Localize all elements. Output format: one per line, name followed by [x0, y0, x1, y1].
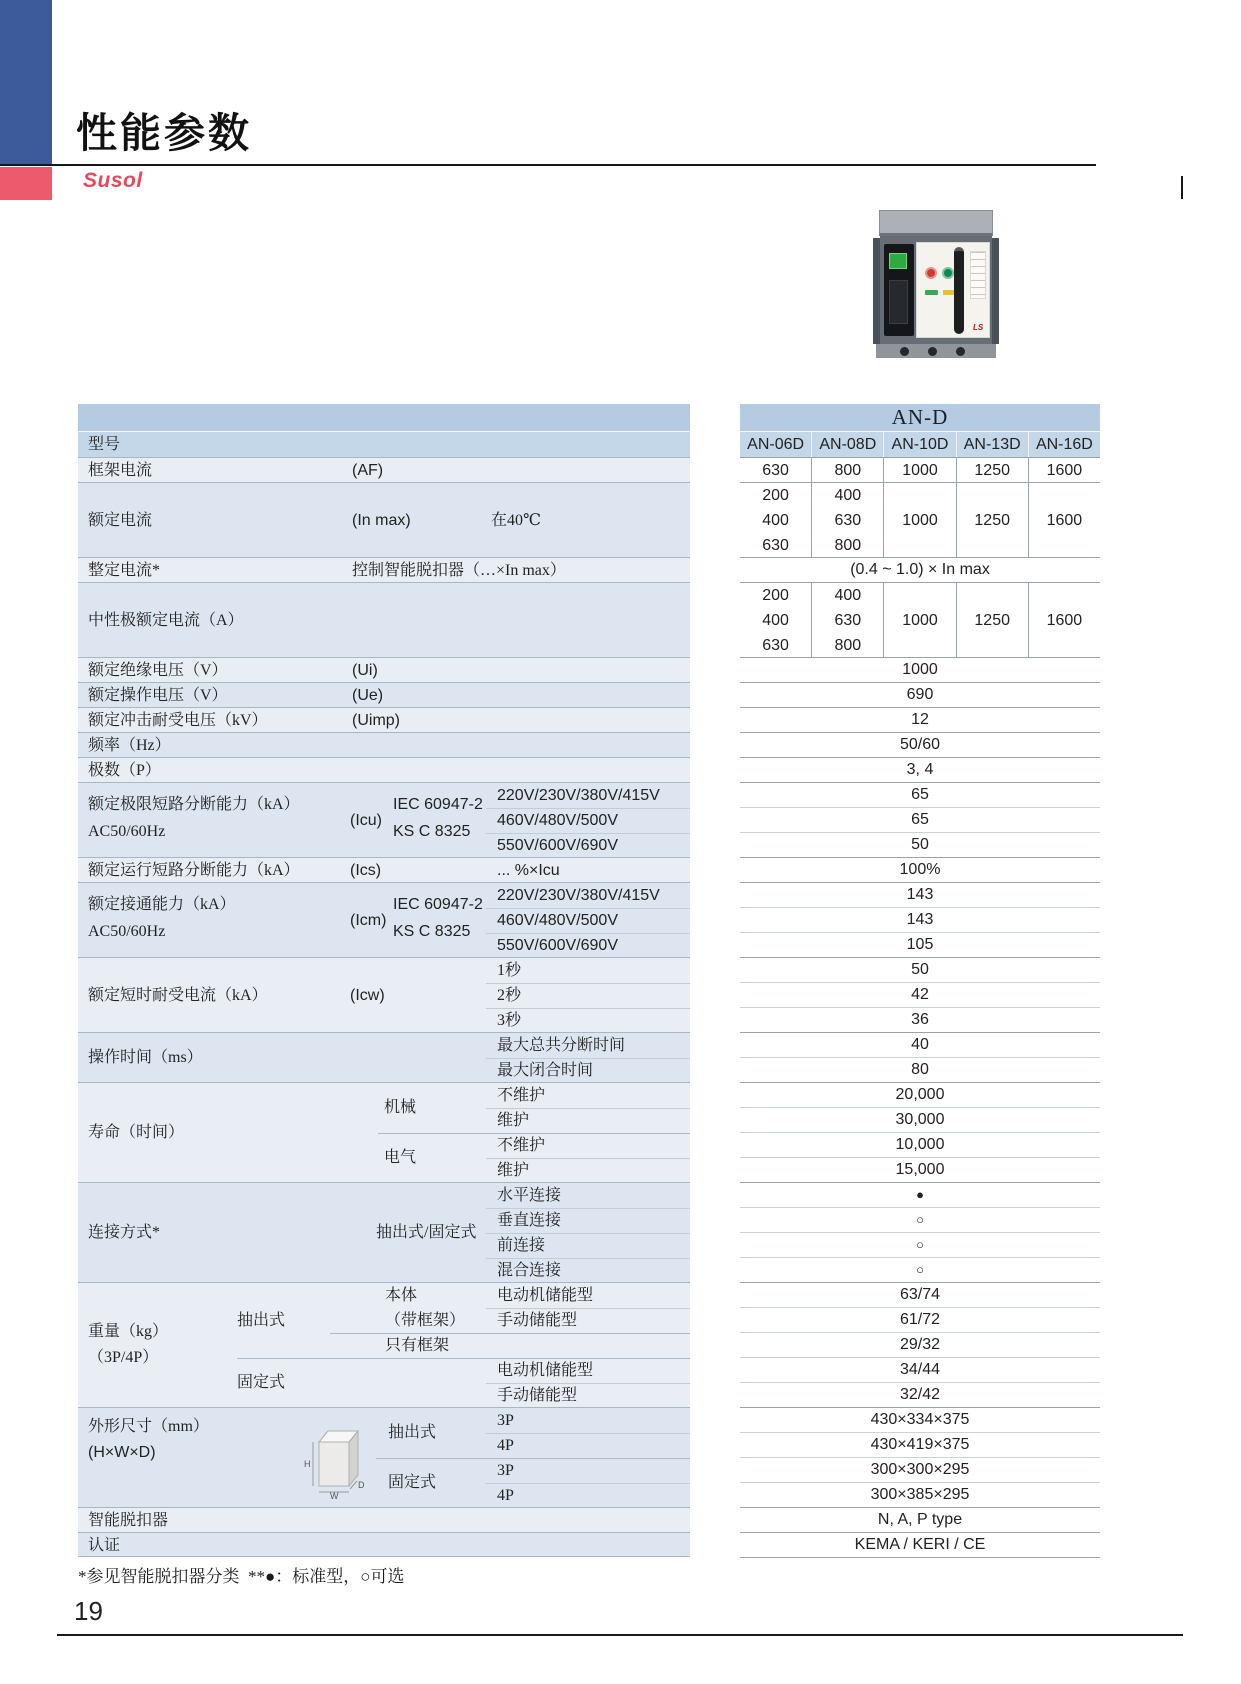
dim-h-label: H [304, 1459, 311, 1469]
table-cell [883, 458, 955, 482]
value: 800 [834, 636, 862, 654]
value: N, A, P type [877, 1511, 963, 1528]
sub-label: 最大闭合时间 [497, 1062, 594, 1079]
sub-separator [486, 1308, 690, 1309]
breaker-terminal [900, 347, 909, 356]
value: 800 [834, 536, 862, 554]
breaker-top-cap [879, 210, 993, 236]
value: 1600 [1046, 461, 1083, 479]
value: 61/72 [899, 1311, 941, 1328]
param-label: 额定接通能力（kA） [88, 896, 236, 913]
value-row [740, 1007, 1100, 1032]
breaker-off-button [925, 267, 937, 279]
value: 3, 4 [906, 761, 934, 778]
param-label: （3P/4P） [88, 1349, 159, 1366]
value-row [740, 807, 1100, 832]
param-label: 认证 [88, 1537, 121, 1554]
value: 20,000 [895, 1086, 945, 1103]
group-label: 电气 [384, 1149, 417, 1166]
value: 430×334×375 [870, 1411, 970, 1428]
sub-separator [486, 1058, 690, 1059]
sub-separator [486, 1108, 690, 1109]
spec-table-left [78, 404, 690, 1557]
value: 50 [911, 836, 929, 853]
sub-label: 最大总共分断时间 [497, 1037, 626, 1054]
table-cell [811, 458, 883, 482]
value-row [740, 757, 1100, 782]
param-label: 操作时间（ms） [88, 1049, 203, 1066]
model-column-header: AN-10D [883, 432, 955, 457]
sub-separator [486, 1208, 690, 1209]
value-row [740, 732, 1100, 757]
value: 1600 [1046, 511, 1083, 529]
param-condition: 在40℃ [491, 512, 541, 529]
value-row-optional [740, 1232, 1100, 1257]
row-frequency [78, 732, 690, 757]
dim-w-label: W [330, 1491, 339, 1500]
sub-label: 电动机储能型 [497, 1362, 594, 1379]
value: KEMA / KERI / CE [854, 1536, 986, 1553]
dimension-box-diagram [303, 1418, 365, 1500]
value: 30,000 [895, 1111, 945, 1128]
mid-separator [376, 1458, 690, 1459]
mid-label: （带框架） [385, 1312, 466, 1329]
model-column-header: AN-16D [1028, 432, 1100, 457]
value-row [740, 1507, 1100, 1532]
value: 105 [906, 936, 934, 953]
breaker-control-panel [884, 244, 914, 336]
row-operating-voltage [78, 682, 690, 707]
value: 10,000 [895, 1136, 945, 1153]
row-insulation-voltage [78, 657, 690, 682]
row-frame-current [78, 457, 690, 482]
value: 50/60 [899, 736, 941, 753]
sub-label: 混合连接 [497, 1262, 562, 1279]
breaker-terminal [956, 347, 965, 356]
table-cell [883, 483, 955, 557]
value: 65 [911, 786, 929, 803]
param-label: 重量（kg） [88, 1323, 169, 1340]
neutral-current-values [740, 582, 1100, 657]
value-row [740, 882, 1100, 907]
header-rule [0, 164, 1096, 166]
breaker-front-panel [916, 242, 990, 338]
value-row [740, 1407, 1100, 1432]
value: 300×300×295 [870, 1461, 970, 1478]
open-circle-marker: ○ [916, 1237, 924, 1252]
model-header-row [740, 432, 1100, 457]
table-cell [740, 483, 811, 557]
setting-current-value [740, 557, 1100, 582]
value-row [740, 657, 1100, 682]
param-symbol: (Icw) [350, 987, 385, 1004]
model-column-header: AN-06D [747, 436, 805, 453]
rated-current-values [740, 482, 1100, 557]
value-row [740, 957, 1100, 982]
param-label: 额定操作电压（V） [88, 687, 228, 704]
value-row [740, 1307, 1100, 1332]
value-row [740, 1157, 1100, 1182]
value-row [740, 982, 1100, 1007]
row-neutral-current [78, 582, 690, 657]
sub-separator [486, 1483, 690, 1484]
param-symbol: (In max) [352, 512, 411, 529]
frame-current-values [740, 457, 1100, 482]
param-label: 额定运行短路分断能力（kA） [88, 862, 300, 879]
param-label: 额定绝缘电压（V） [88, 662, 228, 679]
value: 630 [834, 611, 862, 629]
value: 800 [834, 461, 862, 479]
table-cell [740, 583, 811, 657]
sub-separator [486, 933, 690, 934]
value: 690 [906, 686, 934, 703]
param-label: 极数（P） [88, 762, 161, 779]
sub-label: 垂直连接 [497, 1212, 562, 1229]
value: 15,000 [895, 1161, 945, 1178]
param-symbol: (Ics) [350, 862, 382, 879]
open-circle-marker: ○ [916, 1212, 924, 1227]
value: 80 [911, 1061, 929, 1078]
sub-label: 不维护 [497, 1137, 546, 1154]
duration-label: 1秒 [497, 962, 522, 979]
param-symbol: (Icu) [350, 812, 382, 829]
breaker-rating-label [970, 251, 986, 299]
voltage-range: 460V/480V/500V [497, 812, 618, 829]
table-cell [811, 583, 883, 657]
breaker-charging-handle [954, 247, 964, 334]
value: 630 [762, 636, 789, 654]
table-cell [956, 583, 1028, 657]
voltage-range: 550V/600V/690V [497, 937, 618, 954]
value-row [740, 1332, 1100, 1357]
sub-separator [486, 1258, 690, 1259]
model-column-header: AN-13D [956, 432, 1028, 457]
group-label: 固定式 [388, 1474, 437, 1491]
row-icu [78, 782, 690, 857]
param-label: 外形尺寸（mm） [88, 1418, 209, 1435]
value: 630 [762, 536, 789, 554]
brand-accent-red [0, 167, 52, 200]
series-title: AN-D [740, 404, 1100, 432]
footer-rule [57, 1634, 1183, 1636]
group-label: 抽出式 [237, 1312, 286, 1329]
voltage-range: 550V/600V/690V [497, 837, 618, 854]
sub-label: 3P [497, 1412, 514, 1429]
value-row [740, 1057, 1100, 1082]
param-label: 框架电流 [88, 462, 153, 479]
voltage-range: 460V/480V/500V [497, 912, 618, 929]
value: 36 [911, 1011, 929, 1028]
sub-separator [486, 1158, 690, 1159]
row-certification [78, 1532, 690, 1557]
sub-separator [486, 833, 690, 834]
header-tick [1181, 176, 1183, 199]
sub-separator [486, 1233, 690, 1234]
breaker-body [880, 236, 992, 344]
table-cell [1028, 483, 1100, 557]
sub-label: 水平连接 [497, 1187, 562, 1204]
value-row [740, 1282, 1100, 1307]
breaker-display [889, 253, 907, 269]
corner-accent-blue [0, 0, 52, 164]
sub-label: 维护 [497, 1112, 530, 1129]
row-life [78, 1082, 690, 1182]
param-label: AC50/60Hz [88, 823, 166, 840]
param-label: (H×W×D) [88, 1444, 156, 1461]
dim-d-label: D [358, 1480, 365, 1490]
table-header-band [78, 404, 690, 432]
param-label: 连接方式* [88, 1224, 161, 1241]
value: 32/42 [899, 1386, 941, 1403]
value: 1000 [902, 461, 938, 479]
row-weight [78, 1282, 690, 1407]
value: 1250 [974, 611, 1010, 629]
value-row [740, 1082, 1100, 1107]
footnote: *参见智能脱扣器分类 **●：标准型，○可选 [78, 1567, 405, 1586]
table-cell [956, 458, 1028, 482]
breaker-terminal [928, 347, 937, 356]
value: 50 [911, 961, 929, 978]
sub-label: 手动储能型 [497, 1312, 578, 1329]
mid-separator [237, 1358, 690, 1359]
param-label: 型号 [88, 436, 121, 453]
param-symbol: (Icm) [350, 912, 387, 929]
value-row-optional [740, 1207, 1100, 1232]
value: 65 [911, 811, 929, 828]
group-label: 固定式 [237, 1374, 286, 1391]
breaker-on-button [942, 267, 954, 279]
row-icm [78, 882, 690, 957]
row-poles [78, 757, 690, 782]
value: 1000 [902, 511, 938, 529]
duration-label: 2秒 [497, 987, 522, 1004]
mid-separator [330, 1333, 690, 1334]
mid-label: 本体 [385, 1287, 418, 1304]
value: 1000 [902, 661, 938, 678]
value-row-optional [740, 1257, 1100, 1282]
breaker-yellow-indicator [943, 290, 954, 295]
value-row [740, 1457, 1100, 1482]
sub-label: 4P [497, 1487, 514, 1504]
value: 430×419×375 [870, 1436, 970, 1453]
sub-label: 维护 [497, 1162, 530, 1179]
value: 1000 [902, 611, 938, 629]
value: 400 [834, 586, 862, 604]
value-row [740, 1357, 1100, 1382]
value: 300×385×295 [870, 1486, 970, 1503]
row-model [78, 432, 690, 457]
value: 12 [911, 711, 929, 728]
value-row [740, 1107, 1100, 1132]
row-rated-current [78, 482, 690, 557]
param-label: 整定电流* [88, 562, 161, 579]
value: 630 [762, 461, 789, 479]
table-cell [1028, 458, 1100, 482]
value-row [740, 932, 1100, 957]
spec-table-right [740, 404, 1100, 1558]
row-dimensions [78, 1407, 690, 1507]
param-label: 额定极限短路分断能力（kA） [88, 796, 300, 813]
value: 143 [906, 886, 934, 903]
sub-label: 手动储能型 [497, 1387, 578, 1404]
group-label: 抽出式/固定式 [376, 1224, 477, 1241]
row-ics [78, 857, 690, 882]
value: 40 [911, 1036, 929, 1053]
filled-circle-marker: ● [916, 1187, 924, 1202]
mid-separator [378, 1133, 690, 1134]
sub-separator [486, 1008, 690, 1009]
value: 42 [911, 986, 929, 1003]
row-connection [78, 1182, 690, 1282]
value-row [740, 682, 1100, 707]
value-row [740, 1532, 1100, 1557]
voltage-range: 220V/230V/380V/415V [497, 887, 660, 904]
param-label: 额定短时耐受电流（kA） [88, 987, 268, 1004]
standard-name: KS C 8325 [393, 923, 471, 940]
ls-logo: LS [973, 323, 984, 332]
value: 200 [762, 486, 789, 504]
sub-separator [486, 908, 690, 909]
group-label: 抽出式 [388, 1424, 437, 1441]
sub-label: 电动机储能型 [497, 1287, 594, 1304]
breaker-green-indicator [925, 290, 938, 295]
table-cell [883, 583, 955, 657]
model-column-header: AN-08D [811, 432, 883, 457]
value-row-standard [740, 1182, 1100, 1207]
param-symbol: (AF) [352, 462, 384, 479]
param-symbol: (Ui) [352, 662, 378, 679]
table-cell [811, 483, 883, 557]
sub-label: 不维护 [497, 1087, 546, 1104]
value: 400 [762, 511, 789, 529]
param-symbol: (Ue) [352, 687, 384, 704]
page-number: 19 [74, 1596, 103, 1626]
param-label: 智能脱扣器 [88, 1512, 169, 1529]
page-title: 性能参数 [76, 110, 252, 156]
voltage-range: 220V/230V/380V/415V [497, 787, 660, 804]
mid-label: 只有框架 [385, 1337, 450, 1354]
breaker-keypad [889, 280, 908, 324]
row-impulse-voltage [78, 707, 690, 732]
value-row [740, 907, 1100, 932]
row-setting-current [78, 557, 690, 582]
standard-name: IEC 60947-2 [393, 896, 483, 913]
value: 630 [834, 511, 862, 529]
open-circle-marker: ○ [916, 1262, 924, 1277]
value-row [740, 1382, 1100, 1407]
param-note: ... %×Icu [497, 862, 560, 879]
value-row [740, 857, 1100, 882]
value: (0.4 ~ 1.0) × In max [850, 561, 990, 578]
value: 100% [899, 861, 941, 878]
value-row [740, 1032, 1100, 1057]
param-label: 寿命（时间） [88, 1124, 185, 1141]
standard-name: IEC 60947-2 [393, 796, 483, 813]
value: 1600 [1046, 611, 1083, 629]
value: 200 [762, 586, 789, 604]
duration-label: 3秒 [497, 1012, 522, 1029]
product-photo [872, 208, 1000, 358]
sub-separator [486, 1433, 690, 1434]
sub-label: 3P [497, 1462, 514, 1479]
param-label: 中性极额定电流（A） [88, 612, 244, 629]
value: 400 [762, 611, 789, 629]
sub-separator [486, 983, 690, 984]
value-row [740, 782, 1100, 807]
value-row [740, 832, 1100, 857]
value: 1250 [974, 461, 1010, 479]
table-cell [1028, 583, 1100, 657]
param-label: 频率（Hz） [88, 737, 171, 754]
value-row [740, 1432, 1100, 1457]
value: 143 [906, 911, 934, 928]
value: 29/32 [899, 1336, 941, 1353]
sub-label: 4P [497, 1437, 514, 1454]
value: 63/74 [899, 1286, 941, 1303]
sub-separator [486, 1383, 690, 1384]
value-row [740, 707, 1100, 732]
param-symbol: (Uimp) [352, 712, 400, 729]
group-label: 机械 [384, 1099, 417, 1116]
table-cell [740, 458, 811, 482]
row-icw [78, 957, 690, 1032]
value: 1250 [974, 511, 1010, 529]
value-row [740, 1482, 1100, 1507]
param-description: 控制智能脱扣器（…×In max） [352, 562, 566, 579]
row-operating-time [78, 1032, 690, 1082]
param-label: 额定冲击耐受电压（kV） [88, 712, 268, 729]
table-cell [956, 483, 1028, 557]
standard-name: KS C 8325 [393, 823, 471, 840]
sub-separator [486, 808, 690, 809]
param-label: 额定电流 [88, 512, 153, 529]
value-row [740, 1132, 1100, 1157]
value: 400 [834, 486, 862, 504]
sub-label: 前连接 [497, 1237, 546, 1254]
param-label: AC50/60Hz [88, 923, 166, 940]
row-trip-unit [78, 1507, 690, 1532]
value: 34/44 [899, 1361, 941, 1378]
breaker-base [876, 344, 996, 358]
brand-logo: Susol [83, 169, 143, 192]
